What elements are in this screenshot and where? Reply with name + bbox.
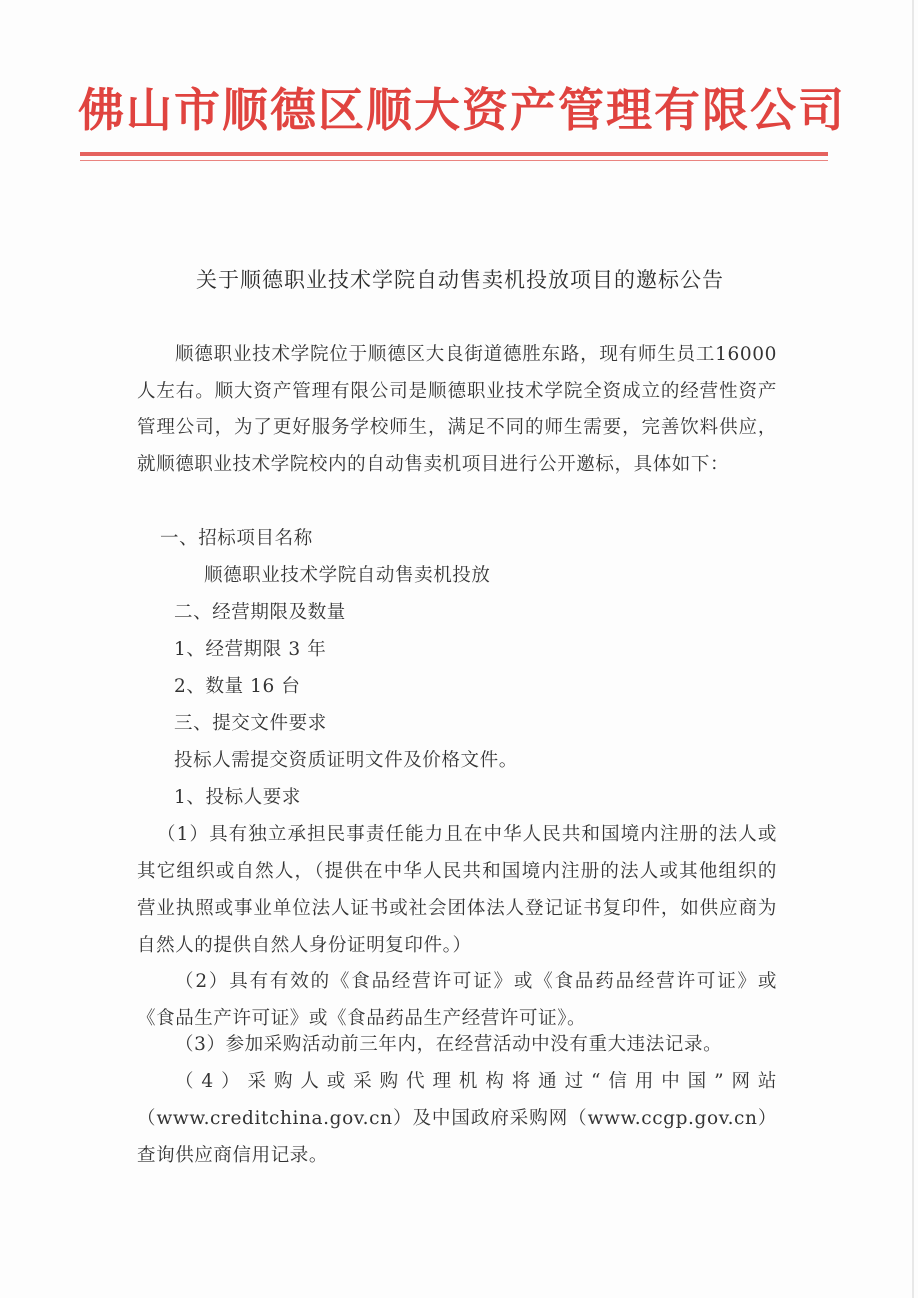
section3-heading: 三、提交文件要求	[174, 713, 327, 734]
document-title: 关于顺德职业技术学院自动售卖机投放项目的邀标公告	[196, 268, 724, 292]
letterhead-rule-thick	[80, 152, 828, 156]
requirement-2: （2）具有有效的《食品经营许可证》或《食品药品经营许可证》或《食品生产许可证》或《食品药品生产经营许可证》。	[137, 971, 777, 1029]
section1-content: 顺德职业技术学院自动售卖机投放	[204, 565, 491, 586]
section2-item-quantity: 2、数量 16 台	[174, 676, 301, 697]
section1-heading: 一、招标项目名称	[160, 528, 313, 549]
letterhead-rule-thin	[80, 160, 828, 161]
intro-paragraph: 顺德职业技术学院位于顺德区大良街道德胜东路，现有师生员工16000人左右。顺大资产管理有限公司是顺德职业技术学院全资成立的经营性资产管理公司，为了更好服务学校师生，满足不同的师生需要，完善饮料供应，就顺德职业技术学院校内的自动售卖机项目进行公开邀标，具体如下：	[137, 344, 777, 475]
requirement-4: （4）采购人或采购代理机构将通过“信用中国”网站（www.creditchina.gov.cn）及中国政府采购网（www.ccgp.gov.cn）查询供应商信用记录。	[137, 1071, 777, 1166]
letterhead-company-name: 佛山市顺德区顺大资产管理有限公司	[78, 83, 846, 137]
requirement-3: （3）参加采购活动前三年内，在经营活动中没有重大违法记录。	[175, 1034, 723, 1055]
section3-sub-heading: 1、投标人要求	[174, 787, 301, 808]
section2-heading: 二、经营期限及数量	[174, 602, 346, 623]
requirement-1: （1）具有独立承担民事责任能力且在中华人民共和国境内注册的法人或其它组织或自然人，（提供在中华人民共和国境内注册的法人或其他组织的营业执照或事业单位法人证书或社会团体法人登记证书复印件，如供应商为自然人的提供自然人身份证明复印件。）	[137, 824, 777, 956]
section3-content: 投标人需提交资质证明文件及价格文件。	[174, 750, 518, 771]
section2-item-period: 1、经营期限 3 年	[174, 639, 327, 660]
scan-edge	[912, 0, 914, 1298]
